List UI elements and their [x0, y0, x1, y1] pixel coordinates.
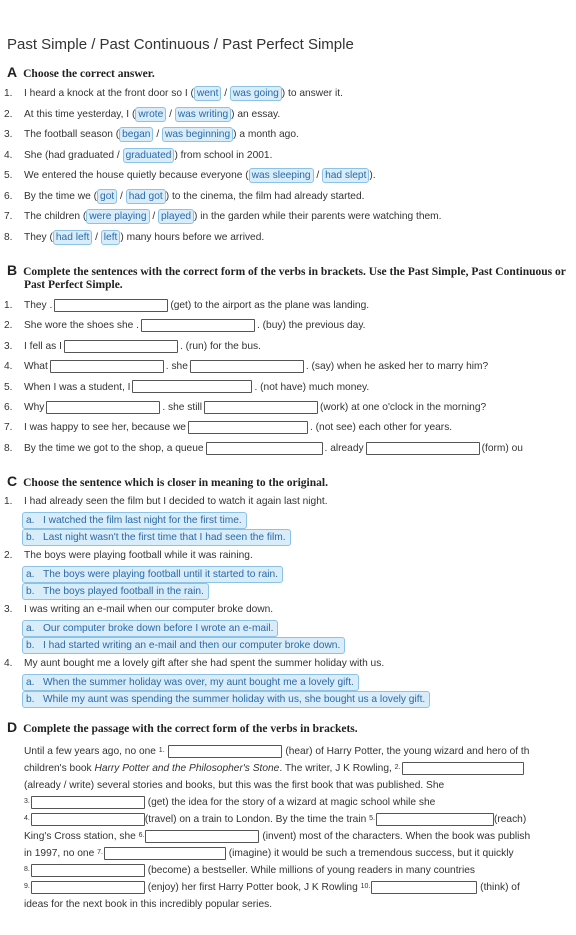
question-row [4, 230, 264, 246]
question-text: We entered the house quietly because everyone ( [24, 170, 249, 181]
gap-number: 10. [360, 883, 371, 890]
gap-number: 2. [394, 764, 401, 771]
gap-input[interactable] [31, 813, 145, 826]
question-text: ) a month ago. [233, 129, 299, 140]
gap-number: 3. [24, 798, 30, 805]
question-text: She wore the shoes she . [24, 320, 139, 332]
section-a-header [7, 64, 155, 80]
passage-line [24, 778, 444, 794]
choice-option[interactable]: were playing [86, 209, 149, 224]
question-row [4, 127, 299, 143]
question-text: The football season ( [24, 129, 120, 140]
section-d-header [7, 719, 358, 735]
answer-gap[interactable] [46, 401, 160, 414]
gap-number: 4. [24, 815, 30, 822]
passage-text: (invent) most of the characters. When the book was publish [262, 831, 531, 842]
choice-option[interactable]: graduated [123, 148, 175, 163]
question-number: 2. [4, 108, 13, 120]
question-number: 8. [4, 442, 13, 454]
answer-option-b[interactable] [22, 583, 209, 600]
question-row [4, 400, 486, 416]
question-row [4, 168, 376, 184]
option-letter: a. [26, 569, 35, 580]
question-text: What [24, 361, 48, 373]
option-text: I had started writing an e-mail and then our computer broke down. [43, 640, 341, 651]
question-text: . (run) for the bus. [179, 340, 261, 352]
gap-input[interactable] [402, 762, 524, 775]
question-text: The boys were playing football while it was raining. [24, 550, 253, 561]
section-c-header [7, 473, 328, 489]
section-instruction: Choose the sentence which is closer in meaning to the original. [23, 477, 328, 489]
passage-text: Until a few years ago, no one [24, 746, 156, 757]
option-letter: a. [26, 623, 35, 634]
question-number: 7. [4, 422, 13, 434]
question-row [4, 548, 253, 564]
question-text: . (not have) much money. [254, 381, 370, 393]
question-number: 3. [4, 129, 13, 140]
answer-option-b[interactable] [22, 691, 430, 708]
choice-option[interactable]: went [194, 86, 222, 101]
gap-number: 9. [24, 883, 30, 890]
question-number: 2. [4, 550, 13, 561]
answer-gap[interactable] [190, 360, 304, 373]
choice-option[interactable]: played [158, 209, 194, 224]
answer-gap[interactable] [188, 421, 308, 434]
passage-line [24, 897, 272, 913]
question-row [4, 359, 488, 375]
question-number: 1. [4, 300, 13, 311]
answer-gap[interactable] [132, 380, 252, 393]
option-text: I watched the film last night for the first time. [43, 515, 242, 526]
choice-separator: / [313, 170, 323, 181]
option-letter: a. [26, 677, 35, 688]
question-number: 6. [4, 402, 13, 413]
question-number: 5. [4, 381, 13, 393]
answer-gap[interactable] [206, 442, 323, 455]
question-number: 7. [4, 211, 13, 222]
option-letter: b. [26, 640, 35, 651]
question-row [4, 209, 442, 225]
question-row [4, 656, 384, 672]
gap-number: 1. [158, 747, 165, 754]
question-text: (form) ou [481, 442, 523, 454]
question-text: At this time yesterday, I ( [24, 108, 136, 120]
gap-input[interactable] [168, 745, 282, 758]
question-text: They ( [24, 231, 53, 243]
question-text: She (had graduated / [24, 149, 123, 161]
choice-option[interactable]: was beginning [162, 127, 233, 142]
passage-line [24, 863, 475, 879]
passage-line [24, 812, 526, 828]
passage-text: (reach) [493, 814, 527, 825]
gap-input[interactable] [145, 830, 259, 843]
passage-line [24, 744, 529, 760]
question-number: 4. [4, 658, 13, 669]
question-text: By the time we got to the shop, a queue [24, 442, 204, 454]
question-text: I fell as I [24, 340, 62, 352]
answer-gap[interactable] [366, 442, 480, 455]
passage-text: (think) of [480, 882, 520, 893]
passage-text: (travel) on a train to London. By the time the train [144, 814, 367, 825]
question-row [4, 148, 272, 164]
gap-input[interactable] [31, 864, 145, 877]
question-row [4, 107, 280, 123]
question-text: ) to answer it. [281, 88, 343, 99]
question-text: I had already seen the film but I decided to watch it again last night. [24, 496, 328, 507]
question-text: When I was a student, I [24, 381, 131, 393]
option-text: Last night wasn't the first time that I had seen the film. [43, 532, 286, 543]
answer-gap[interactable] [50, 360, 164, 373]
option-text: When the summer holiday was over, my aunt bought me a lovely gift. [43, 677, 354, 688]
option-text: The boys were playing football until it started to rain. [43, 569, 279, 580]
question-text: . (not see) each other for years. [309, 422, 453, 434]
passage-line [24, 761, 524, 777]
passage-text: (hear) of Harry Potter, the young wizard and hero of th [285, 746, 530, 757]
choice-separator: / [117, 190, 126, 202]
gap-input[interactable] [371, 881, 477, 894]
question-number: 1. [4, 88, 13, 99]
question-text: (work) at one o'clock in the morning? [320, 402, 487, 413]
question-text: ) many hours before we arrived. [120, 231, 265, 243]
question-number: 5. [4, 170, 13, 181]
gap-number: 8. [24, 866, 30, 873]
choice-option[interactable]: had left [53, 230, 92, 245]
passage-text: (become) a bestseller. While millions of young readers in many countries [147, 865, 475, 876]
question-number: 2. [4, 320, 13, 332]
section-instruction: Complete the sentences with the correct form of the verbs in brackets. Use the Past Simple, Past Continuous or [23, 266, 566, 278]
choice-option[interactable]: began [119, 127, 153, 142]
option-letter: b. [26, 586, 35, 597]
choice-separator: / [149, 211, 158, 222]
passage-text: . The writer, J K Rowling, [279, 763, 392, 774]
gap-number: 6. [138, 832, 145, 839]
page-title: Past Simple / Past Continuous / Past Perfect Simple [7, 36, 354, 53]
question-row [4, 602, 273, 618]
option-text: Our computer broke down before I wrote an e-mail. [43, 623, 274, 634]
answer-option-a[interactable] [22, 512, 247, 529]
section-letter: C [7, 473, 18, 489]
choice-option[interactable]: got [97, 189, 117, 204]
answer-gap[interactable] [204, 401, 318, 414]
passage-text: in 1997, no one [24, 848, 95, 859]
question-text: (get) to the airport as the plane was landing. [170, 300, 370, 311]
gap-number: 7. [97, 849, 103, 856]
gap-number: 5. [369, 815, 375, 822]
passage-text: King's Cross station, she [24, 831, 136, 842]
book-title: Harry Potter and the Philosopher's Stone [94, 763, 280, 774]
passage-line [24, 846, 514, 862]
answer-gap[interactable] [54, 299, 168, 312]
gap-input[interactable] [104, 847, 226, 860]
question-text: . she still [162, 402, 203, 413]
question-row [4, 86, 343, 102]
question-text: . (say) when he asked her to marry him? [305, 361, 489, 373]
question-text: . (buy) the previous day. [256, 320, 366, 332]
question-text: They . [24, 300, 53, 311]
option-letter: a. [26, 515, 35, 526]
choice-separator: / [92, 231, 101, 243]
answer-option-a[interactable] [22, 620, 278, 637]
section-instruction: Complete the passage with the correct form of the verbs in brackets. [23, 723, 358, 735]
choice-option[interactable]: was going [230, 86, 282, 101]
section-letter: D [7, 719, 18, 735]
question-row [4, 441, 523, 457]
gap-input[interactable] [31, 881, 145, 894]
question-number: 4. [4, 361, 13, 373]
question-row [4, 298, 369, 314]
option-letter: b. [26, 694, 35, 705]
gap-input[interactable] [31, 796, 145, 809]
answer-option-a[interactable] [22, 674, 359, 691]
option-text: The boys played football in the rain. [43, 586, 204, 597]
choice-option[interactable]: had slept [322, 168, 369, 183]
answer-option-b[interactable] [22, 637, 345, 654]
answer-option-b[interactable] [22, 529, 291, 546]
question-row [4, 420, 452, 436]
choice-option[interactable]: was sleeping [249, 168, 314, 183]
question-text: Why [24, 402, 45, 413]
choice-option[interactable]: wrote [135, 107, 166, 122]
choice-separator: / [221, 88, 230, 99]
question-number: 3. [4, 340, 13, 352]
question-text: ) in the garden while their parents were watching them. [194, 211, 442, 222]
option-letter: b. [26, 532, 35, 543]
question-text: I was happy to see her, because we [24, 422, 186, 434]
question-text: I was writing an e-mail when our computer broke down. [24, 604, 274, 615]
question-text: By the time we ( [24, 190, 98, 202]
question-row [4, 380, 369, 396]
passage-text: ideas for the next book in this incredibly popular series. [24, 899, 273, 910]
choice-option[interactable]: left [101, 230, 121, 245]
question-text: ) to the cinema, the film had already started. [165, 190, 365, 202]
question-number: 1. [4, 496, 13, 507]
question-row [4, 318, 366, 334]
passage-line [24, 880, 520, 896]
answer-gap[interactable] [64, 340, 178, 353]
question-text: ) an essay. [231, 108, 281, 120]
question-row [4, 189, 364, 205]
choice-separator: / [166, 108, 175, 120]
answer-option-a[interactable] [22, 566, 283, 583]
choice-option[interactable]: was writing [175, 107, 231, 122]
question-number: 6. [4, 190, 13, 202]
choice-option[interactable]: had got [126, 189, 166, 204]
passage-text: (get) the idea for the story of a wizard at magic school while she [147, 797, 436, 808]
section-letter: A [7, 64, 18, 80]
section-letter: B [7, 262, 18, 278]
passage-text: (already / write) several stories and books, but this was the first book that was published. She [24, 780, 445, 791]
question-text: My aunt bought me a lovely gift after she had spent the summer holiday with us. [24, 658, 385, 669]
passage-text: children's book [24, 763, 92, 774]
question-number: 8. [4, 231, 13, 243]
question-text: . already [324, 442, 364, 454]
passage-text: (enjoy) her first Harry Potter book, J K Rowling [147, 882, 358, 893]
question-text: . she [165, 361, 188, 373]
question-text: I heard a knock at the front door so I ( [24, 88, 194, 99]
question-row [4, 339, 261, 355]
question-row [4, 494, 328, 510]
passage-line [24, 795, 435, 811]
question-text: The children ( [24, 211, 87, 222]
section-instruction-cont: Past Perfect Simple. [24, 279, 123, 291]
answer-gap[interactable] [141, 319, 255, 332]
question-number: 4. [4, 149, 13, 161]
question-text: ) from school in 2001. [174, 149, 273, 161]
choice-separator: / [153, 129, 162, 140]
gap-input[interactable] [376, 813, 494, 826]
question-text: ). [369, 170, 376, 181]
passage-text: (imagine) it would be such a tremendous success, but it quickly [228, 848, 514, 859]
section-b-header [7, 262, 566, 278]
question-number: 3. [4, 604, 13, 615]
passage-line [24, 829, 530, 845]
option-text: While my aunt was spending the summer holiday with us, she bought us a lovely gift. [43, 694, 426, 705]
section-instruction: Choose the correct answer. [23, 68, 155, 80]
